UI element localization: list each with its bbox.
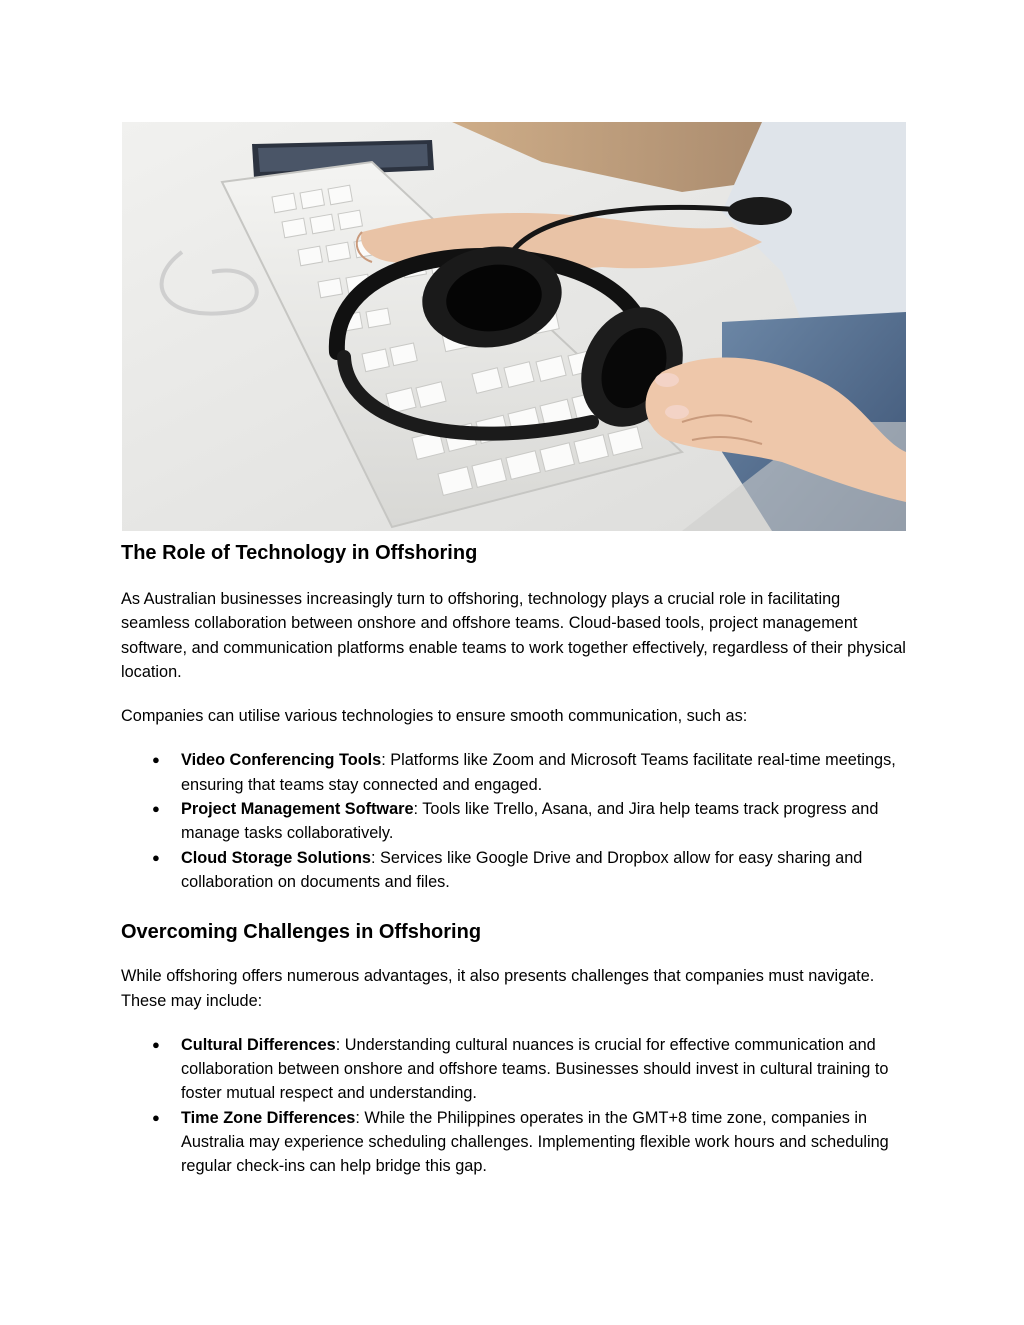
- hero-image: [122, 122, 906, 531]
- section-heading-technology: The Role of Technology in Offshoring: [121, 542, 478, 564]
- bullet-icon: ●: [152, 1109, 160, 1125]
- bullet-icon: ●: [152, 849, 160, 865]
- list-item-text: : Tools like Trello, Asana, and Jira help teams track progress and manage tasks collaboratively.: [181, 800, 879, 843]
- list-item: [152, 797, 911, 846]
- bullet-icon: ●: [152, 1036, 160, 1052]
- list-item-text: : Platforms like Zoom and Microsoft Teams facilitate real-time meetings, ensuring that teams stay connected and engaged.: [181, 751, 896, 794]
- list-item: [152, 1106, 911, 1179]
- headset-keyboard-illustration: [122, 122, 906, 531]
- list-item-term: Time Zone Differences: [181, 1108, 356, 1127]
- list-item-term: Cultural Differences: [181, 1035, 336, 1054]
- list-item-term: Project Management Software: [181, 800, 414, 819]
- document-body: [121, 538, 911, 1179]
- intro-paragraph: As Australian businesses increasingly turn to offshoring, technology plays a crucial role in facilitating seamless collaboration between onshore and offshore teams. Cloud-based tools, project management software, and communication platforms enable teams to work together effectively, regardless of their physical location.: [121, 590, 906, 681]
- list-item-text: : Services like Google Drive and Dropbox allow for easy sharing and collaboration on documents and files.: [181, 848, 863, 891]
- challenges-list: [121, 1033, 911, 1179]
- list-item: [152, 748, 911, 797]
- list-item-term: Cloud Storage Solutions: [181, 848, 371, 867]
- challenges-paragraph: While offshoring offers numerous advantages, it also presents challenges that companies must navigate. These may include:: [121, 967, 875, 1010]
- list-item-text: : Understanding cultural nuances is crucial for effective communication and collaboration between onshore and offshore teams. Businesses should invest in cultural training to foster mutual respect and understanding.: [181, 1035, 889, 1103]
- list-item: [152, 846, 911, 895]
- bullet-icon: ●: [152, 752, 160, 768]
- list-item: [152, 1033, 911, 1106]
- bullet-icon: ●: [152, 801, 160, 817]
- lead-in-paragraph: Companies can utilise various technologies to ensure smooth communication, such as:: [121, 707, 748, 726]
- section-heading-challenges: Overcoming Challenges in Offshoring: [121, 921, 482, 944]
- technology-list: [121, 748, 911, 894]
- list-item-text: : While the Philippines operates in the GMT+8 time zone, companies in Australia may experience scheduling challenges. Implementing flexible work hours and scheduling regular check-ins can help bridge this gap.: [181, 1108, 889, 1176]
- list-item-term: Video Conferencing Tools: [181, 751, 382, 770]
